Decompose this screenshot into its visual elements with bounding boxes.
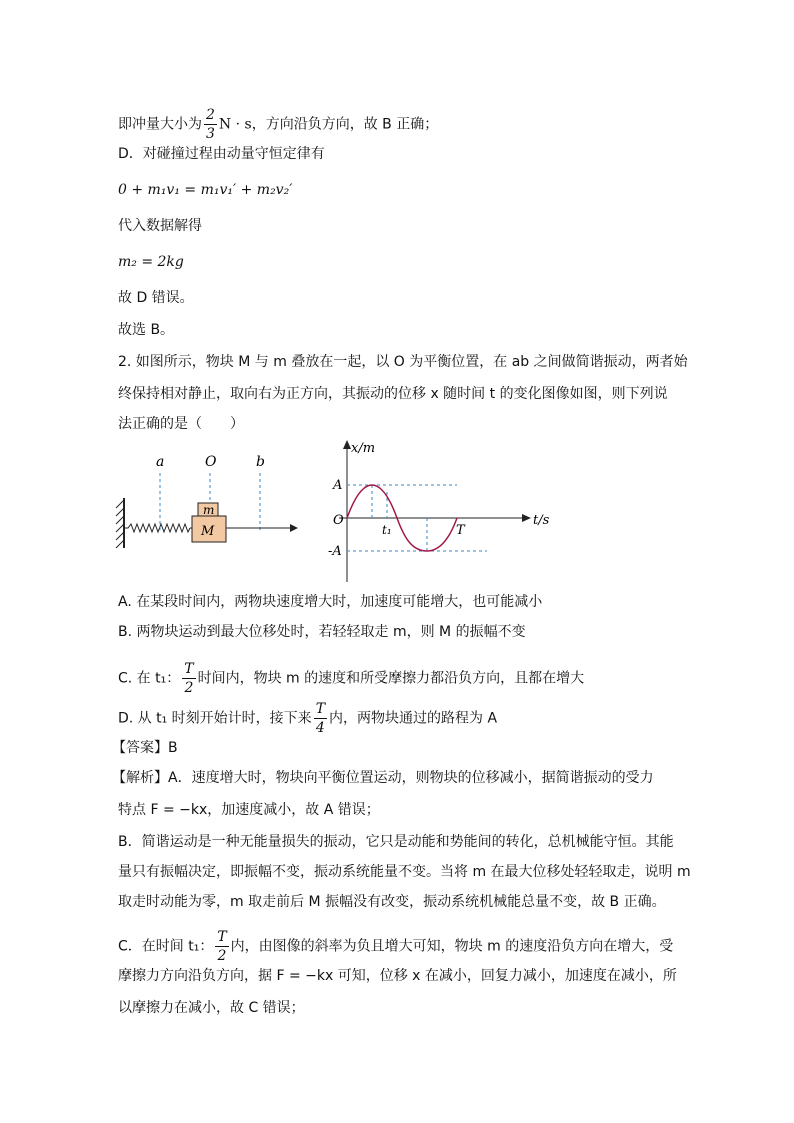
choose-line: 故选 B。 xyxy=(118,322,175,338)
option-D xyxy=(118,700,497,737)
impulse-num: 2 xyxy=(206,107,215,123)
answer: 【答案】B xyxy=(112,740,178,756)
option-D-fraction xyxy=(314,700,327,737)
eq-m2: m₂ = 2kg xyxy=(118,254,184,270)
x-axis-label: t/s xyxy=(533,513,550,528)
option-D-num: T xyxy=(315,701,326,717)
spring xyxy=(124,524,190,532)
explain-line6 xyxy=(118,928,673,965)
option-C-pre: C. 在 t₁： xyxy=(118,670,181,687)
q2-stem-line3: 法正确的是（ ） xyxy=(118,416,244,432)
impulse-unit: N · s xyxy=(218,116,252,133)
q2-stem-line2: 终保持相对静止，取向右为正方向，其振动的位移 x 随时间 t 的变化图像如图，则下列说 xyxy=(118,386,668,402)
option-B: B. 两物块运动到最大位移处时，若轻轻取走 m，则 M 的振幅不变 xyxy=(118,624,526,640)
explain-line7: 摩擦力方向沿负方向，据 F = −kx 可知，位移 x 在减小，回复力减小，加速度在减小，所 xyxy=(118,968,677,984)
explain-line2: 特点 F = −kx，加速度减小，故 A 错误； xyxy=(118,802,380,818)
A-label: A xyxy=(333,478,343,493)
d-wrong: 故 D 错误。 xyxy=(118,290,194,306)
explain-line4: 量只有振幅决定，即振幅不变，振动系统能量不变。当将 m 在最大位移处轻轻取走，说明 m xyxy=(118,864,691,880)
option-A: A. 在某段时间内，两物块速度增大时，加速度可能增大，也可能减小 xyxy=(118,594,543,610)
eq-momentum: 0 + m₁v₁ = m₁v₁′ + m₂v₂′ xyxy=(118,182,293,198)
substitute-line: 代入数据解得 xyxy=(118,218,202,234)
explain-c-den: 2 xyxy=(217,948,227,964)
wall-hatch xyxy=(116,500,124,548)
option-D-post: 内，两物块通过的路程为 A xyxy=(329,710,498,727)
spring-block-figure xyxy=(110,448,320,558)
impulse-suffix: ，方向沿负方向，故 B 正确； xyxy=(251,116,439,133)
option-C-num: T xyxy=(184,661,194,677)
impulse-fraction xyxy=(204,106,217,143)
xt-graph xyxy=(325,436,565,586)
q2-stem-line1: 2. 如图所示，物块 M 与 m 叠放在一起，以 O 为平衡位置，在 ab 之间做简谐振动，两者始 xyxy=(118,354,688,370)
option-C-post: 时间内，物块 m 的速度和所受摩擦力都沿负方向，且都在增大 xyxy=(197,670,585,687)
negA-label: -A xyxy=(328,544,342,559)
explain-c-num: T xyxy=(217,929,227,945)
label-b: b xyxy=(256,454,265,470)
explain-c-post: 内，由图像的斜率为负且增大可知，物块 m 的速度沿负方向在增大，受 xyxy=(230,938,674,955)
label-a: a xyxy=(156,454,165,470)
label-O: O xyxy=(205,454,217,470)
option-D-pre: D. 从 t₁ 时刻开始计时，接下来 xyxy=(118,710,312,727)
label-m: m xyxy=(203,503,215,517)
d-head: D．对碰撞过程由动量守恒定律有 xyxy=(118,146,325,162)
x-arrowhead xyxy=(522,514,531,522)
option-C xyxy=(118,660,584,697)
explain-line3: B．简谐运动是一种无能量损失的振动，它只是动能和势能间的转化，总机械能守恒。其能 xyxy=(118,834,674,850)
option-C-fraction xyxy=(182,660,195,697)
axis-arrowhead xyxy=(290,524,298,532)
explain-line1: 【解析】A．速度增大时，物块向平衡位置运动，则物块的位移减小，据简谐振动的受力 xyxy=(112,770,654,786)
explain-line8: 以摩擦力在减小，故 C 错误； xyxy=(118,1000,305,1016)
explain-c-fraction xyxy=(215,928,228,965)
explain-line5: 取走时动能为零，m 取走前后 M 振幅没有改变，振动系统机械能总量不变，故 B 正确。 xyxy=(118,894,666,910)
impulse-den: 3 xyxy=(206,126,215,142)
option-C-den: 2 xyxy=(184,680,194,696)
impulse-line xyxy=(118,106,438,143)
label-M: M xyxy=(201,524,215,539)
explain-c-pre: C．在时间 t₁： xyxy=(118,938,214,955)
t1-label: t₁ xyxy=(382,523,392,537)
y-arrowhead xyxy=(343,440,351,449)
origin-label: O xyxy=(333,513,344,528)
option-D-den: 4 xyxy=(315,720,325,736)
impulse-prefix: 即冲量大小为 xyxy=(118,116,202,133)
y-axis-label: x/m xyxy=(351,441,376,456)
T-label: T xyxy=(456,523,465,538)
